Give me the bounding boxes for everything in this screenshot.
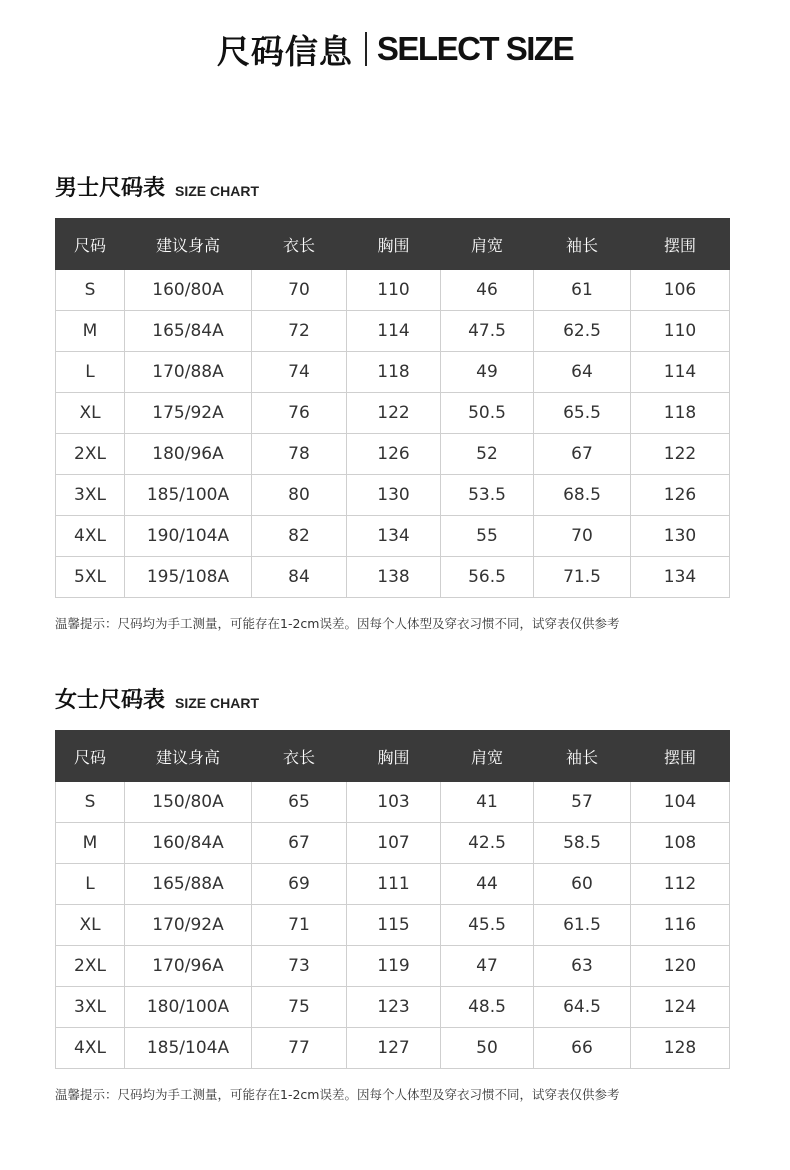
table-cell: 78 bbox=[252, 434, 347, 475]
column-header: 建议身高 bbox=[125, 219, 252, 270]
page-title-cn: 尺码信息 bbox=[216, 31, 353, 71]
table-cell: 122 bbox=[631, 434, 730, 475]
table-cell: 128 bbox=[631, 1028, 730, 1069]
table-row bbox=[56, 823, 730, 864]
table-cell: 165/88A bbox=[125, 864, 252, 905]
table-cell: 3XL bbox=[56, 475, 125, 516]
column-header: 摆围 bbox=[631, 219, 730, 270]
women-title-en: SIZE CHART bbox=[175, 695, 260, 711]
table-cell: 60 bbox=[534, 864, 631, 905]
table-cell: 108 bbox=[631, 823, 730, 864]
table-row bbox=[56, 311, 730, 352]
column-header: 建议身高 bbox=[125, 731, 252, 782]
table-cell: 170/96A bbox=[125, 946, 252, 987]
women-size-section bbox=[55, 680, 729, 1103]
table-cell: 68.5 bbox=[534, 475, 631, 516]
table-cell: 190/104A bbox=[125, 516, 252, 557]
table-cell: 116 bbox=[631, 905, 730, 946]
men-section-title bbox=[55, 168, 729, 202]
table-cell: 66 bbox=[534, 1028, 631, 1069]
men-size-table bbox=[55, 218, 730, 598]
table-cell: 134 bbox=[347, 516, 441, 557]
table-row bbox=[56, 1028, 730, 1069]
table-cell: 170/88A bbox=[125, 352, 252, 393]
table-cell: 53.5 bbox=[441, 475, 534, 516]
column-header: 尺码 bbox=[56, 219, 125, 270]
table-row bbox=[56, 434, 730, 475]
table-cell: 106 bbox=[631, 270, 730, 311]
title-divider bbox=[365, 32, 367, 66]
table-cell: 67 bbox=[534, 434, 631, 475]
table-cell: XL bbox=[56, 905, 125, 946]
table-cell: 165/84A bbox=[125, 311, 252, 352]
table-cell: 46 bbox=[441, 270, 534, 311]
table-cell: 119 bbox=[347, 946, 441, 987]
table-row bbox=[56, 393, 730, 434]
table-row bbox=[56, 557, 730, 598]
table-cell: 195/108A bbox=[125, 557, 252, 598]
table-cell: 118 bbox=[631, 393, 730, 434]
table-cell: 77 bbox=[252, 1028, 347, 1069]
table-cell: 122 bbox=[347, 393, 441, 434]
table-cell: 112 bbox=[631, 864, 730, 905]
table-cell: 64.5 bbox=[534, 987, 631, 1028]
table-cell: 126 bbox=[631, 475, 730, 516]
men-size-note: 温馨提示：尺码均为手工测量，可能存在1-2cm误差。因每个人体型及穿衣习惯不同，试穿表仅供参考 bbox=[55, 616, 620, 631]
table-cell: 82 bbox=[252, 516, 347, 557]
table-cell: 65 bbox=[252, 782, 347, 823]
table-cell: 126 bbox=[347, 434, 441, 475]
column-header: 袖长 bbox=[534, 731, 631, 782]
table-cell: 74 bbox=[252, 352, 347, 393]
table-row bbox=[56, 987, 730, 1028]
table-cell: 64 bbox=[534, 352, 631, 393]
table-cell: 114 bbox=[347, 311, 441, 352]
table-cell: 4XL bbox=[56, 1028, 125, 1069]
table-cell: M bbox=[56, 823, 125, 864]
table-cell: 75 bbox=[252, 987, 347, 1028]
men-size-section bbox=[55, 168, 729, 632]
table-cell: 3XL bbox=[56, 987, 125, 1028]
table-cell: 44 bbox=[441, 864, 534, 905]
table-cell: 72 bbox=[252, 311, 347, 352]
table-cell: 48.5 bbox=[441, 987, 534, 1028]
women-table-header-row bbox=[56, 731, 730, 782]
table-cell: 56.5 bbox=[441, 557, 534, 598]
table-cell: L bbox=[56, 864, 125, 905]
table-cell: 49 bbox=[441, 352, 534, 393]
table-cell: 47 bbox=[441, 946, 534, 987]
table-cell: 62.5 bbox=[534, 311, 631, 352]
table-cell: L bbox=[56, 352, 125, 393]
page-header bbox=[0, 26, 790, 72]
table-cell: 111 bbox=[347, 864, 441, 905]
table-cell: 52 bbox=[441, 434, 534, 475]
table-cell: 103 bbox=[347, 782, 441, 823]
table-cell: 84 bbox=[252, 557, 347, 598]
table-cell: 170/92A bbox=[125, 905, 252, 946]
table-row bbox=[56, 516, 730, 557]
table-row bbox=[56, 475, 730, 516]
table-cell: 50.5 bbox=[441, 393, 534, 434]
table-cell: 185/100A bbox=[125, 475, 252, 516]
table-cell: 127 bbox=[347, 1028, 441, 1069]
men-title-en: SIZE CHART bbox=[175, 183, 260, 199]
table-cell: 110 bbox=[347, 270, 441, 311]
men-title-cn: 男士尺码表 bbox=[55, 176, 166, 201]
table-cell: 63 bbox=[534, 946, 631, 987]
table-cell: 130 bbox=[347, 475, 441, 516]
table-cell: 65.5 bbox=[534, 393, 631, 434]
table-cell: 150/80A bbox=[125, 782, 252, 823]
table-cell: 71.5 bbox=[534, 557, 631, 598]
table-cell: 115 bbox=[347, 905, 441, 946]
table-row bbox=[56, 270, 730, 311]
table-cell: 67 bbox=[252, 823, 347, 864]
table-cell: 114 bbox=[631, 352, 730, 393]
table-cell: 130 bbox=[631, 516, 730, 557]
table-cell: 2XL bbox=[56, 434, 125, 475]
table-cell: 134 bbox=[631, 557, 730, 598]
column-header: 摆围 bbox=[631, 731, 730, 782]
page-title-en: SELECT SIZE bbox=[376, 30, 574, 67]
table-cell: 123 bbox=[347, 987, 441, 1028]
table-cell: 107 bbox=[347, 823, 441, 864]
table-cell: 42.5 bbox=[441, 823, 534, 864]
table-cell: 5XL bbox=[56, 557, 125, 598]
table-cell: S bbox=[56, 782, 125, 823]
table-row bbox=[56, 905, 730, 946]
table-cell: 61 bbox=[534, 270, 631, 311]
table-cell: 138 bbox=[347, 557, 441, 598]
table-cell: 4XL bbox=[56, 516, 125, 557]
table-cell: 110 bbox=[631, 311, 730, 352]
column-header: 衣长 bbox=[252, 731, 347, 782]
table-cell: 180/100A bbox=[125, 987, 252, 1028]
men-table-body bbox=[56, 270, 730, 598]
column-header: 肩宽 bbox=[441, 731, 534, 782]
column-header: 袖长 bbox=[534, 219, 631, 270]
table-cell: 104 bbox=[631, 782, 730, 823]
table-cell: S bbox=[56, 270, 125, 311]
table-cell: 76 bbox=[252, 393, 347, 434]
table-row bbox=[56, 946, 730, 987]
women-table-body bbox=[56, 782, 730, 1069]
men-table-header-row bbox=[56, 219, 730, 270]
women-title-cn: 女士尺码表 bbox=[55, 688, 166, 713]
women-size-note: 温馨提示：尺码均为手工测量，可能存在1-2cm误差。因每个人体型及穿衣习惯不同，试穿表仅供参考 bbox=[55, 1087, 620, 1102]
table-cell: 55 bbox=[441, 516, 534, 557]
women-section-title bbox=[55, 680, 729, 714]
table-cell: 58.5 bbox=[534, 823, 631, 864]
table-cell: 185/104A bbox=[125, 1028, 252, 1069]
table-cell: 118 bbox=[347, 352, 441, 393]
table-cell: 61.5 bbox=[534, 905, 631, 946]
column-header: 尺码 bbox=[56, 731, 125, 782]
column-header: 胸围 bbox=[347, 731, 441, 782]
table-cell: M bbox=[56, 311, 125, 352]
table-cell: 73 bbox=[252, 946, 347, 987]
table-cell: 2XL bbox=[56, 946, 125, 987]
table-cell: 80 bbox=[252, 475, 347, 516]
column-header: 胸围 bbox=[347, 219, 441, 270]
table-cell: 69 bbox=[252, 864, 347, 905]
table-cell: 180/96A bbox=[125, 434, 252, 475]
table-cell: 70 bbox=[252, 270, 347, 311]
table-cell: 175/92A bbox=[125, 393, 252, 434]
table-cell: 47.5 bbox=[441, 311, 534, 352]
table-cell: 160/84A bbox=[125, 823, 252, 864]
table-cell: 120 bbox=[631, 946, 730, 987]
table-cell: 57 bbox=[534, 782, 631, 823]
column-header: 肩宽 bbox=[441, 219, 534, 270]
table-cell: 70 bbox=[534, 516, 631, 557]
table-cell: 71 bbox=[252, 905, 347, 946]
women-size-table bbox=[55, 730, 730, 1069]
table-row bbox=[56, 352, 730, 393]
table-cell: XL bbox=[56, 393, 125, 434]
table-cell: 160/80A bbox=[125, 270, 252, 311]
table-cell: 50 bbox=[441, 1028, 534, 1069]
table-cell: 41 bbox=[441, 782, 534, 823]
table-row bbox=[56, 782, 730, 823]
table-row bbox=[56, 864, 730, 905]
table-cell: 45.5 bbox=[441, 905, 534, 946]
table-cell: 124 bbox=[631, 987, 730, 1028]
column-header: 衣长 bbox=[252, 219, 347, 270]
